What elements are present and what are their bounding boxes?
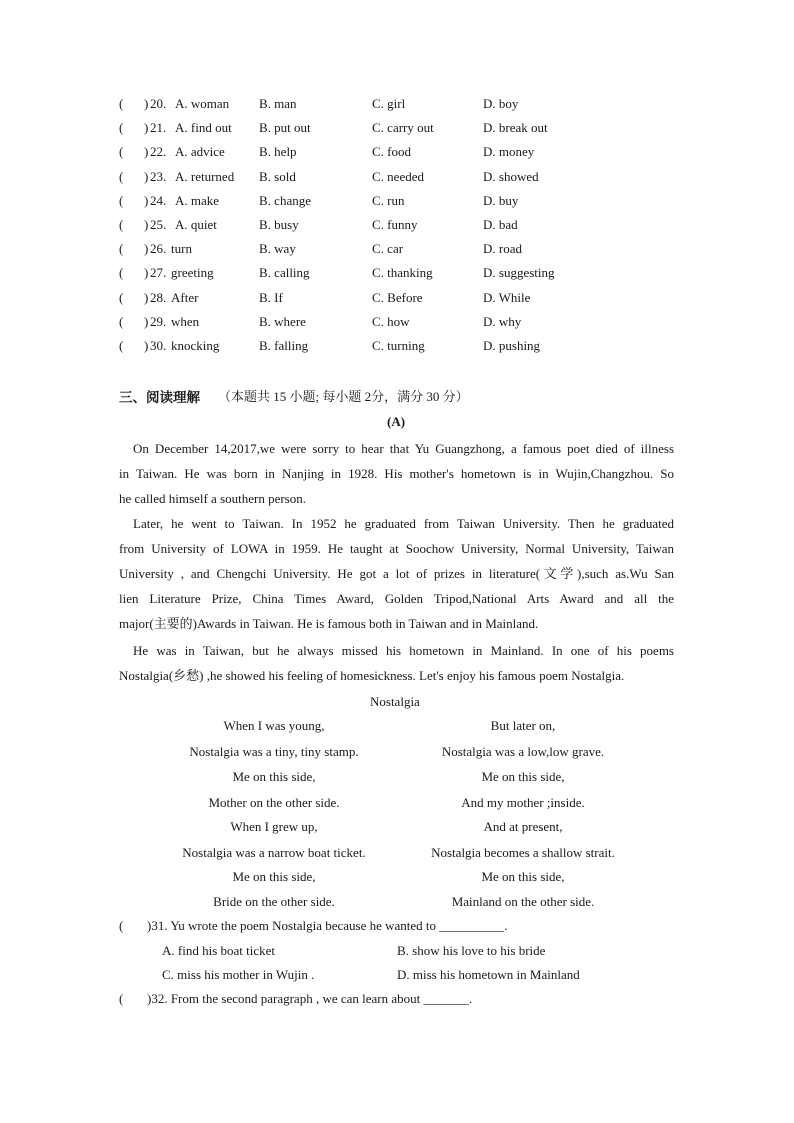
option-num: 29. bbox=[150, 313, 167, 329]
option-a: when bbox=[171, 313, 200, 329]
option-num: 27. bbox=[150, 265, 167, 281]
question-31-option-b: B. show his love to his bride bbox=[397, 943, 546, 958]
option-row bbox=[119, 265, 719, 285]
option-num: 26. bbox=[150, 241, 167, 257]
paragraph-2 bbox=[119, 511, 674, 636]
option-num: 24. bbox=[150, 192, 167, 208]
option-a: A. make bbox=[175, 192, 220, 208]
option-num: 21. bbox=[150, 120, 167, 136]
option-close: ) bbox=[144, 217, 149, 232]
poem-line-left: When I was young, bbox=[223, 718, 325, 733]
option-row bbox=[119, 169, 719, 189]
paragraph-line: major(主要的)Awards in Taiwan. He is famous both in Taiwan and in Mainland. bbox=[119, 616, 539, 631]
poem-line-right: Mainland on the other side. bbox=[451, 894, 595, 909]
option-row bbox=[119, 120, 719, 140]
option-c: C. food bbox=[372, 144, 411, 160]
paragraph-line: lien Literature Prize, China Times Award, Golden Tripod,National Arts Award and all the bbox=[119, 591, 674, 606]
option-d: D. money bbox=[483, 144, 535, 160]
option-d: D. road bbox=[483, 241, 522, 257]
option-c: C. needed bbox=[372, 168, 424, 184]
option-close: ) bbox=[144, 168, 149, 184]
question-31-stem: )31. Yu wrote the poem Nostalgia because he wanted to __________. bbox=[147, 918, 508, 933]
option-b: B. falling bbox=[259, 338, 309, 353]
option-paren: ( bbox=[119, 265, 124, 281]
option-a: turn bbox=[171, 241, 192, 257]
option-close: ) bbox=[144, 289, 149, 305]
option-d: D. buy bbox=[483, 192, 519, 208]
paragraph-line: from University of LOWA in 1959. He taught at Soochow University, Normal University, Taiwan bbox=[119, 541, 674, 556]
poem-line-right: Me on this side, bbox=[481, 869, 565, 884]
option-close: ) bbox=[144, 313, 149, 329]
poem-line-left: Me on this side, bbox=[232, 869, 316, 884]
option-paren: ( bbox=[119, 96, 124, 111]
option-b: B. put out bbox=[259, 120, 311, 136]
poem-line-right: Nostalgia becomes a shallow strait. bbox=[431, 845, 615, 860]
option-num: 22. bbox=[150, 144, 167, 160]
option-paren: ( bbox=[119, 313, 124, 329]
poem-line-left: Nostalgia was a tiny, tiny stamp. bbox=[189, 744, 359, 759]
option-row bbox=[119, 338, 719, 358]
option-num: 30. bbox=[150, 338, 167, 353]
option-num: 28. bbox=[150, 289, 167, 305]
option-num: 20. bbox=[150, 96, 167, 111]
option-b: B. calling bbox=[259, 265, 310, 281]
option-paren: ( bbox=[119, 192, 124, 208]
option-c: C. car bbox=[372, 241, 404, 257]
option-paren: ( bbox=[119, 289, 124, 305]
option-d: D. While bbox=[483, 289, 531, 305]
option-paren: ( bbox=[119, 168, 124, 184]
poem-line-right: And my mother ;inside. bbox=[461, 795, 585, 810]
option-d: D. why bbox=[483, 313, 522, 329]
option-b: B. sold bbox=[259, 168, 296, 184]
option-a: knocking bbox=[171, 338, 220, 353]
option-row bbox=[119, 144, 719, 164]
poem-line-right: But later on, bbox=[490, 718, 556, 733]
option-d: D. showed bbox=[483, 168, 539, 184]
option-c: C. turning bbox=[372, 338, 425, 353]
option-num: 25. bbox=[150, 217, 167, 232]
option-d: D. pushing bbox=[483, 338, 541, 353]
option-d: D. bad bbox=[483, 217, 518, 232]
option-b: B. man bbox=[259, 96, 297, 111]
paragraph-line: in Taiwan. He was born in Nanjing in 1928. His mother's hometown is in Wujin,Changzhou. So bbox=[119, 466, 674, 481]
option-b: B. busy bbox=[259, 217, 299, 232]
option-c: C. thanking bbox=[372, 265, 433, 281]
question-31-option-d: D. miss his hometown in Mainland bbox=[397, 967, 580, 982]
option-paren: ( bbox=[119, 241, 124, 257]
option-close: ) bbox=[144, 96, 149, 111]
poem-line-left: Bride on the other side. bbox=[213, 894, 335, 909]
option-a: After bbox=[171, 289, 199, 305]
question-31-paren: ( bbox=[119, 918, 124, 933]
question-32-paren: ( bbox=[119, 991, 124, 1006]
poem-line-right: Me on this side, bbox=[481, 769, 565, 784]
option-c: C. carry out bbox=[372, 120, 434, 136]
option-close: ) bbox=[144, 338, 149, 353]
option-close: ) bbox=[144, 265, 149, 281]
option-c: C. how bbox=[372, 313, 410, 329]
option-b: B. way bbox=[259, 241, 296, 257]
option-num: 23. bbox=[150, 168, 167, 184]
option-row bbox=[119, 96, 719, 116]
option-d: D. suggesting bbox=[483, 265, 555, 281]
poem-line-left: Nostalgia was a narrow boat ticket. bbox=[182, 845, 366, 860]
paragraph-line: He was in Taiwan, but he always missed his hometown in Mainland. In one of his poems bbox=[133, 643, 674, 658]
section-title: 三、阅读理解 bbox=[119, 390, 200, 405]
option-row bbox=[119, 217, 719, 237]
option-a: A. quiet bbox=[175, 217, 217, 232]
section-note: （本题共 15 小题; 每小题 2分，满分 30 分） bbox=[218, 389, 469, 404]
option-a: A. returned bbox=[175, 168, 235, 184]
paragraph-line: Later, he went to Taiwan. In 1952 he graduated from Taiwan University. Then he graduated bbox=[133, 516, 674, 531]
option-c: C. Before bbox=[372, 289, 423, 305]
option-paren: ( bbox=[119, 217, 124, 232]
paragraph-1 bbox=[119, 436, 674, 511]
option-d: D. break out bbox=[483, 120, 548, 136]
option-b: B. help bbox=[259, 144, 297, 160]
poem-line-right: Nostalgia was a low,low grave. bbox=[441, 744, 605, 759]
option-close: ) bbox=[144, 120, 149, 136]
poem-line-left: Mother on the other side. bbox=[208, 795, 340, 810]
option-a: greeting bbox=[171, 265, 214, 281]
paragraph-line: University , and Chengchi University. He got a lot of prizes in literature(文学),such as.Wu San bbox=[119, 566, 674, 581]
paragraph-line: Nostalgia(乡愁) ,he showed his feeling of homesickness. Let's enjoy his famous poem Nostalgia. bbox=[119, 668, 625, 683]
paragraph-line: On December 14,2017,we were sorry to hear that Yu Guangzhong, a famous poet died of illness bbox=[133, 441, 674, 456]
option-row bbox=[119, 314, 719, 334]
option-close: ) bbox=[144, 192, 149, 208]
option-paren: ( bbox=[119, 338, 124, 353]
question-31-option-a: A. find his boat ticket bbox=[162, 943, 276, 958]
question-32-stem: )32. From the second paragraph , we can learn about _______. bbox=[147, 991, 473, 1006]
option-c: C. run bbox=[372, 192, 405, 208]
option-row bbox=[119, 290, 719, 310]
question-31-option-c: C. miss his mother in Wujin . bbox=[162, 967, 315, 982]
option-paren: ( bbox=[119, 120, 124, 136]
option-close: ) bbox=[144, 144, 149, 160]
option-a: A. find out bbox=[175, 120, 232, 136]
poem-line-left: When I grew up, bbox=[230, 819, 318, 834]
poem-line-right: And at present, bbox=[483, 819, 563, 834]
option-b: B. change bbox=[259, 192, 311, 208]
option-c: C. funny bbox=[372, 217, 418, 232]
option-paren: ( bbox=[119, 144, 124, 160]
option-close: ) bbox=[144, 241, 149, 257]
option-b: B. where bbox=[259, 313, 306, 329]
option-a: A. advice bbox=[175, 144, 225, 160]
option-d: D. boy bbox=[483, 96, 519, 111]
option-row bbox=[119, 241, 719, 261]
poem-line-left: Me on this side, bbox=[232, 769, 316, 784]
paragraph-3 bbox=[119, 638, 674, 688]
poem-title: Nostalgia bbox=[370, 694, 420, 709]
option-a: A. woman bbox=[175, 96, 230, 111]
option-row bbox=[119, 193, 719, 213]
passage-label: (A) bbox=[387, 414, 406, 429]
option-c: C. girl bbox=[372, 96, 406, 111]
option-b: B. If bbox=[259, 289, 283, 305]
paragraph-line: he called himself a southern person. bbox=[119, 491, 306, 506]
